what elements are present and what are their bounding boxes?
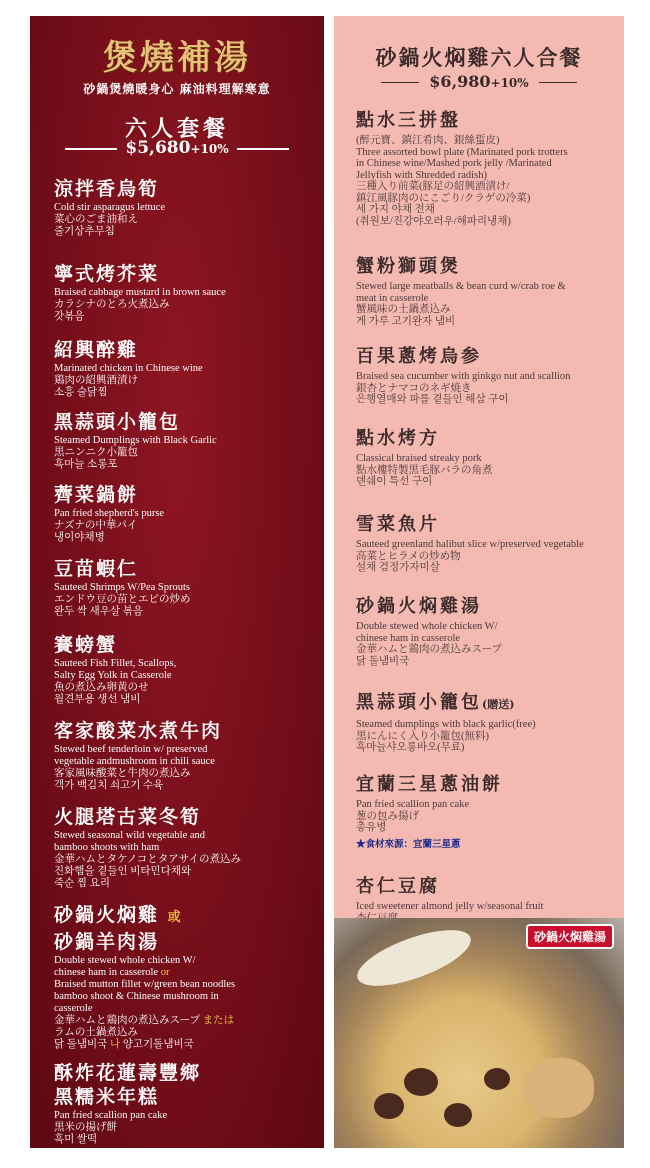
dish-description: chinese ham in casserole or bbox=[54, 967, 170, 978]
dish-name bbox=[356, 428, 622, 450]
dish-name-text: 黑蒜頭小籠包 bbox=[356, 692, 482, 713]
right-menu-item bbox=[356, 692, 622, 754]
dish-description: 蟹風味の土鍋煮込み bbox=[356, 304, 451, 315]
left-menu-item bbox=[54, 904, 322, 1051]
dish-name-text: 蟹粉獅頭煲 bbox=[356, 256, 461, 277]
dish-description: casserole bbox=[54, 1003, 93, 1014]
dish-description: ラムの土鍋煮込み bbox=[54, 1027, 138, 1038]
dish-description: 金華ハムと鶏肉の煮込みスープ bbox=[356, 644, 502, 655]
dish-description: Marinated chicken in Chinese wine bbox=[54, 363, 203, 374]
dish-description: Stewed large meatballs & bean curd w/crab roe & bbox=[356, 281, 566, 292]
dish-name bbox=[54, 806, 322, 828]
combo-menu-panel bbox=[334, 16, 624, 1148]
dish-description: (醉元寶、鎮江肴肉、銀絲蜇皮) bbox=[356, 135, 500, 146]
right-menu-item bbox=[356, 346, 622, 406]
dish-description: 흑마늘샤오롱바오(무료) bbox=[356, 742, 465, 753]
mushroom-shape bbox=[374, 1093, 404, 1119]
dish-description: meat in casserole bbox=[356, 292, 429, 304]
divider bbox=[237, 148, 289, 150]
dish-description: Double stewed whole chicken W/ bbox=[356, 621, 498, 632]
dish-description: 줄기상추무침 bbox=[54, 226, 115, 237]
dish-description: Three assorted bowl plate (Marinated pork trotters bbox=[356, 146, 568, 158]
dish-description: bamboo shoots with ham bbox=[54, 842, 160, 853]
price-suffix: +10% bbox=[490, 76, 529, 90]
price-value: $6,980 bbox=[429, 72, 491, 91]
right-menu-item bbox=[356, 774, 622, 850]
set-name: 六人套餐 bbox=[124, 116, 229, 142]
dish-description: 진화햄을 곁들인 비타민다채와 bbox=[54, 866, 192, 877]
dish-description: 黒ニンニク小籠包 bbox=[54, 447, 138, 458]
dish-description: 菜心のごま油和え bbox=[54, 214, 138, 225]
dish-name-text: 黑蒜頭小籠包 bbox=[54, 411, 181, 433]
dish-name-text: 砂鍋火焖雞湯 bbox=[356, 596, 482, 617]
dish-name-text: 百果蔥烤烏参 bbox=[356, 346, 482, 367]
left-menu-item bbox=[54, 411, 322, 471]
dish-description: Sauteed Fish Fillet, Scallops, bbox=[54, 658, 177, 669]
dish-description: Braised sea cucumber with ginkgo nut and scallion bbox=[356, 371, 571, 382]
photo-label: 砂鍋火焖雞湯 bbox=[526, 924, 614, 949]
dish-description: カラシナのとろ火煮込み bbox=[54, 299, 170, 310]
dish-description: chinese ham in casserole bbox=[356, 632, 461, 644]
dish-description: ナズナの中華パイ bbox=[54, 520, 138, 531]
dish-description: in Chinese wine/Mashed pork jelly /Marinated bbox=[356, 158, 552, 169]
dish-description: Sauteed Shrimps W/Pea Sprouts bbox=[54, 582, 191, 593]
dish-name bbox=[54, 411, 322, 433]
dish-description: Salty Egg Yolk in Casserole bbox=[54, 670, 172, 681]
dish-description: 金華ハムとタケノコとタアサイの煮込み bbox=[54, 854, 242, 865]
divider bbox=[539, 82, 577, 83]
dish-name-text: 宜蘭三星蔥油餅 bbox=[356, 774, 503, 795]
dish-name-alt: 黑糯米年糕 bbox=[54, 1086, 160, 1108]
dish-name bbox=[356, 110, 622, 132]
dish-name-text: 杏仁豆腐 bbox=[356, 876, 440, 897]
dish-name bbox=[356, 346, 622, 368]
dish-name bbox=[356, 596, 622, 618]
dish-name-text: 賽螃蟹 bbox=[54, 634, 118, 656]
dish-description: 鎮江風豚肉のにこごり/クラゲの冷菜) bbox=[356, 192, 531, 204]
dish-name bbox=[356, 692, 622, 716]
divider bbox=[381, 82, 419, 83]
dish-description: bamboo shoot & Chinese mushroom in bbox=[54, 991, 219, 1002]
dish-description: Stewed seasonal wild vegetable and bbox=[54, 830, 206, 841]
dish-description: 게 가루 고기완자 냄비 bbox=[356, 315, 456, 327]
dish-description: 高菜とヒラメの炒め物 bbox=[356, 550, 461, 562]
dish-name-text: 點水三拼盤 bbox=[356, 110, 461, 131]
dish-description: Classical braised streaky pork bbox=[356, 453, 482, 464]
dish-description: 黒にんにく入り小籠包(無料) bbox=[356, 730, 489, 742]
dish-name-text: 酥炸花蓮壽豐鄉 bbox=[54, 1062, 202, 1084]
dish-name bbox=[356, 256, 622, 278]
dish-description: 金華ハムと鶏肉の煮込みスープ または bbox=[54, 1015, 235, 1026]
dish-description: 닭 돌냄비국 나 양고기돌냄비국 bbox=[54, 1039, 194, 1050]
ingredient-note: ★食材來源：宜蘭三星蔥 bbox=[356, 838, 461, 850]
combo-price bbox=[334, 72, 624, 91]
left-menu-item bbox=[54, 558, 322, 618]
dish-name bbox=[356, 876, 622, 898]
dish-description: Braised cabbage mustard in brown sauce bbox=[54, 287, 226, 298]
dish-description: Stewed beef tenderloin w/ preserved bbox=[54, 744, 208, 755]
dish-description: 냉이야채병 bbox=[54, 532, 105, 543]
dish-name-text: 點水烤方 bbox=[356, 428, 440, 449]
dish-description: 갓볶음 bbox=[54, 311, 85, 322]
price-suffix: +10% bbox=[190, 142, 229, 156]
dish-description: Pan fried scallion pan cake bbox=[54, 1110, 168, 1121]
menu-subtitle: 砂鍋煲燒暖身心 麻油料理解寒意 bbox=[83, 82, 271, 96]
left-menu-item bbox=[54, 484, 322, 544]
dish-description: Double stewed whole chicken W/ bbox=[54, 955, 196, 966]
dish-name bbox=[54, 263, 322, 285]
dish-name bbox=[356, 774, 622, 796]
dish-description: エンドウ豆の苗とエビの炒め bbox=[54, 594, 191, 605]
dish-description: 흑미 쌀떡 bbox=[54, 1134, 98, 1145]
dish-name bbox=[54, 339, 322, 361]
right-menu-item bbox=[356, 514, 622, 574]
price-value: $5,680 bbox=[125, 138, 191, 158]
dish-description: 소흥 술닭찜 bbox=[54, 387, 108, 398]
dish-name bbox=[356, 514, 622, 536]
dish-description: 죽순 찜 요리 bbox=[54, 878, 110, 889]
dish-description: 닭 돌냄비국 bbox=[356, 655, 410, 667]
dish-description: 객가 백김치 쇠고기 수육 bbox=[54, 780, 164, 791]
combo-title: 砂鍋火焖雞六人合餐 bbox=[375, 45, 583, 70]
dish-name-text: 涼拌香烏筍 bbox=[54, 178, 160, 200]
dish-name-text: 寧式烤芥菜 bbox=[54, 263, 160, 285]
dish-description: Sauteed greenland halibut slice w/preserved vegetable bbox=[356, 539, 584, 550]
mushroom-shape bbox=[404, 1068, 438, 1096]
ladle-shape bbox=[351, 919, 477, 998]
dish-description: Steamed dumplings with black garlic(free) bbox=[356, 719, 536, 730]
right-menu-item bbox=[356, 428, 622, 488]
dish-name bbox=[54, 558, 322, 580]
set-price bbox=[30, 138, 324, 158]
left-menu-item bbox=[54, 1062, 322, 1146]
dish-name bbox=[54, 1062, 322, 1084]
left-menu-item bbox=[54, 634, 322, 706]
dish-name-text: 客家酸菜水煮牛肉 bbox=[54, 720, 223, 742]
dish-name-text: 火腿塔古菜冬筍 bbox=[54, 806, 202, 828]
dish-description: 黒米の揚げ餅 bbox=[54, 1122, 117, 1133]
dish-description: 은행열매와 파를 곁들인 해삼 구이 bbox=[356, 394, 509, 405]
dish-description: 客家風味酸菜と牛肉の煮込み bbox=[54, 768, 191, 779]
dish-description: Pan fried scallion pan cake bbox=[356, 799, 470, 810]
left-menu-item bbox=[54, 178, 322, 238]
dish-description: 葱の包み揚げ bbox=[356, 810, 419, 822]
dish-name-text: 豆苗蝦仁 bbox=[54, 558, 139, 580]
dish-description: 魚の煮込み卵黄のせ bbox=[54, 682, 149, 693]
dish-description: vegetable andmushroom in chili sauce bbox=[54, 756, 215, 767]
right-menu-item bbox=[356, 256, 622, 327]
dish-description: 銀杏とナマコのネギ焼き bbox=[356, 382, 472, 394]
dish-name bbox=[54, 484, 322, 506]
menu-title: 煲燒補湯 bbox=[103, 38, 251, 78]
dish-name-text: 砂鍋火焖雞 bbox=[54, 904, 160, 926]
dish-name bbox=[54, 720, 322, 742]
dish-description: 흑마늘 소롱포 bbox=[54, 459, 118, 470]
or-label: 或 bbox=[167, 910, 183, 925]
left-menu-item bbox=[54, 806, 322, 890]
dish-description: Jellyfish with Shredded radish) bbox=[356, 169, 487, 181]
right-menu-item bbox=[356, 110, 622, 227]
divider bbox=[65, 148, 117, 150]
dish-name-text: 紹興醉雞 bbox=[54, 339, 139, 361]
dish-description: 세 가지 야채 전채 bbox=[356, 204, 435, 215]
dish-description: 설채 검정가자미살 bbox=[356, 562, 440, 573]
free-tag: (贈送) bbox=[482, 698, 515, 711]
left-menu-item bbox=[54, 720, 322, 792]
dish-description: 총유병 bbox=[356, 822, 387, 833]
dish-description: Braised mutton fillet w/green bean noodles bbox=[54, 979, 236, 990]
dish-description: 鶏肉の紹興酒漬け bbox=[54, 375, 138, 386]
dish-photo bbox=[334, 918, 624, 1148]
dish-description: Iced sweetener almond jelly w/seasonal fruit bbox=[356, 901, 544, 912]
dish-description: Pan fried shepherd's purse bbox=[54, 508, 165, 519]
dish-name bbox=[54, 904, 322, 929]
right-menu-item bbox=[356, 596, 622, 667]
dish-name-text: 薺菜鍋餅 bbox=[54, 484, 139, 506]
left-menu-item bbox=[54, 339, 322, 399]
set-menu-panel bbox=[30, 16, 324, 1148]
dish-description: 덴쉐이 특선 구이 bbox=[356, 476, 433, 487]
chicken-shape bbox=[524, 1058, 594, 1118]
mushroom-shape bbox=[484, 1068, 510, 1090]
dish-description: 월견부용 생선 냄비 bbox=[54, 694, 141, 705]
dish-name bbox=[54, 178, 322, 200]
dish-description: 三種入り前菜(豚足の紹興酒漬け/ bbox=[356, 181, 510, 192]
dish-name bbox=[54, 634, 322, 656]
dish-description: Steamed Dumplings with Black Garlic bbox=[54, 435, 217, 446]
dish-name-alt: 砂鍋羊肉湯 bbox=[54, 931, 160, 953]
dish-description: (취원보/진강야오러우/해파리냉채) bbox=[356, 215, 511, 227]
mushroom-shape bbox=[444, 1103, 472, 1127]
dish-description: Cold stir asparagus lettuce bbox=[54, 202, 166, 213]
left-menu-item bbox=[54, 263, 322, 323]
dish-description: 완두 싹 새우살 볶음 bbox=[54, 606, 144, 617]
dish-description: 點水樓特製黒毛豚バラの角煮 bbox=[356, 464, 493, 476]
dish-name-text: 雪菜魚片 bbox=[356, 514, 440, 535]
